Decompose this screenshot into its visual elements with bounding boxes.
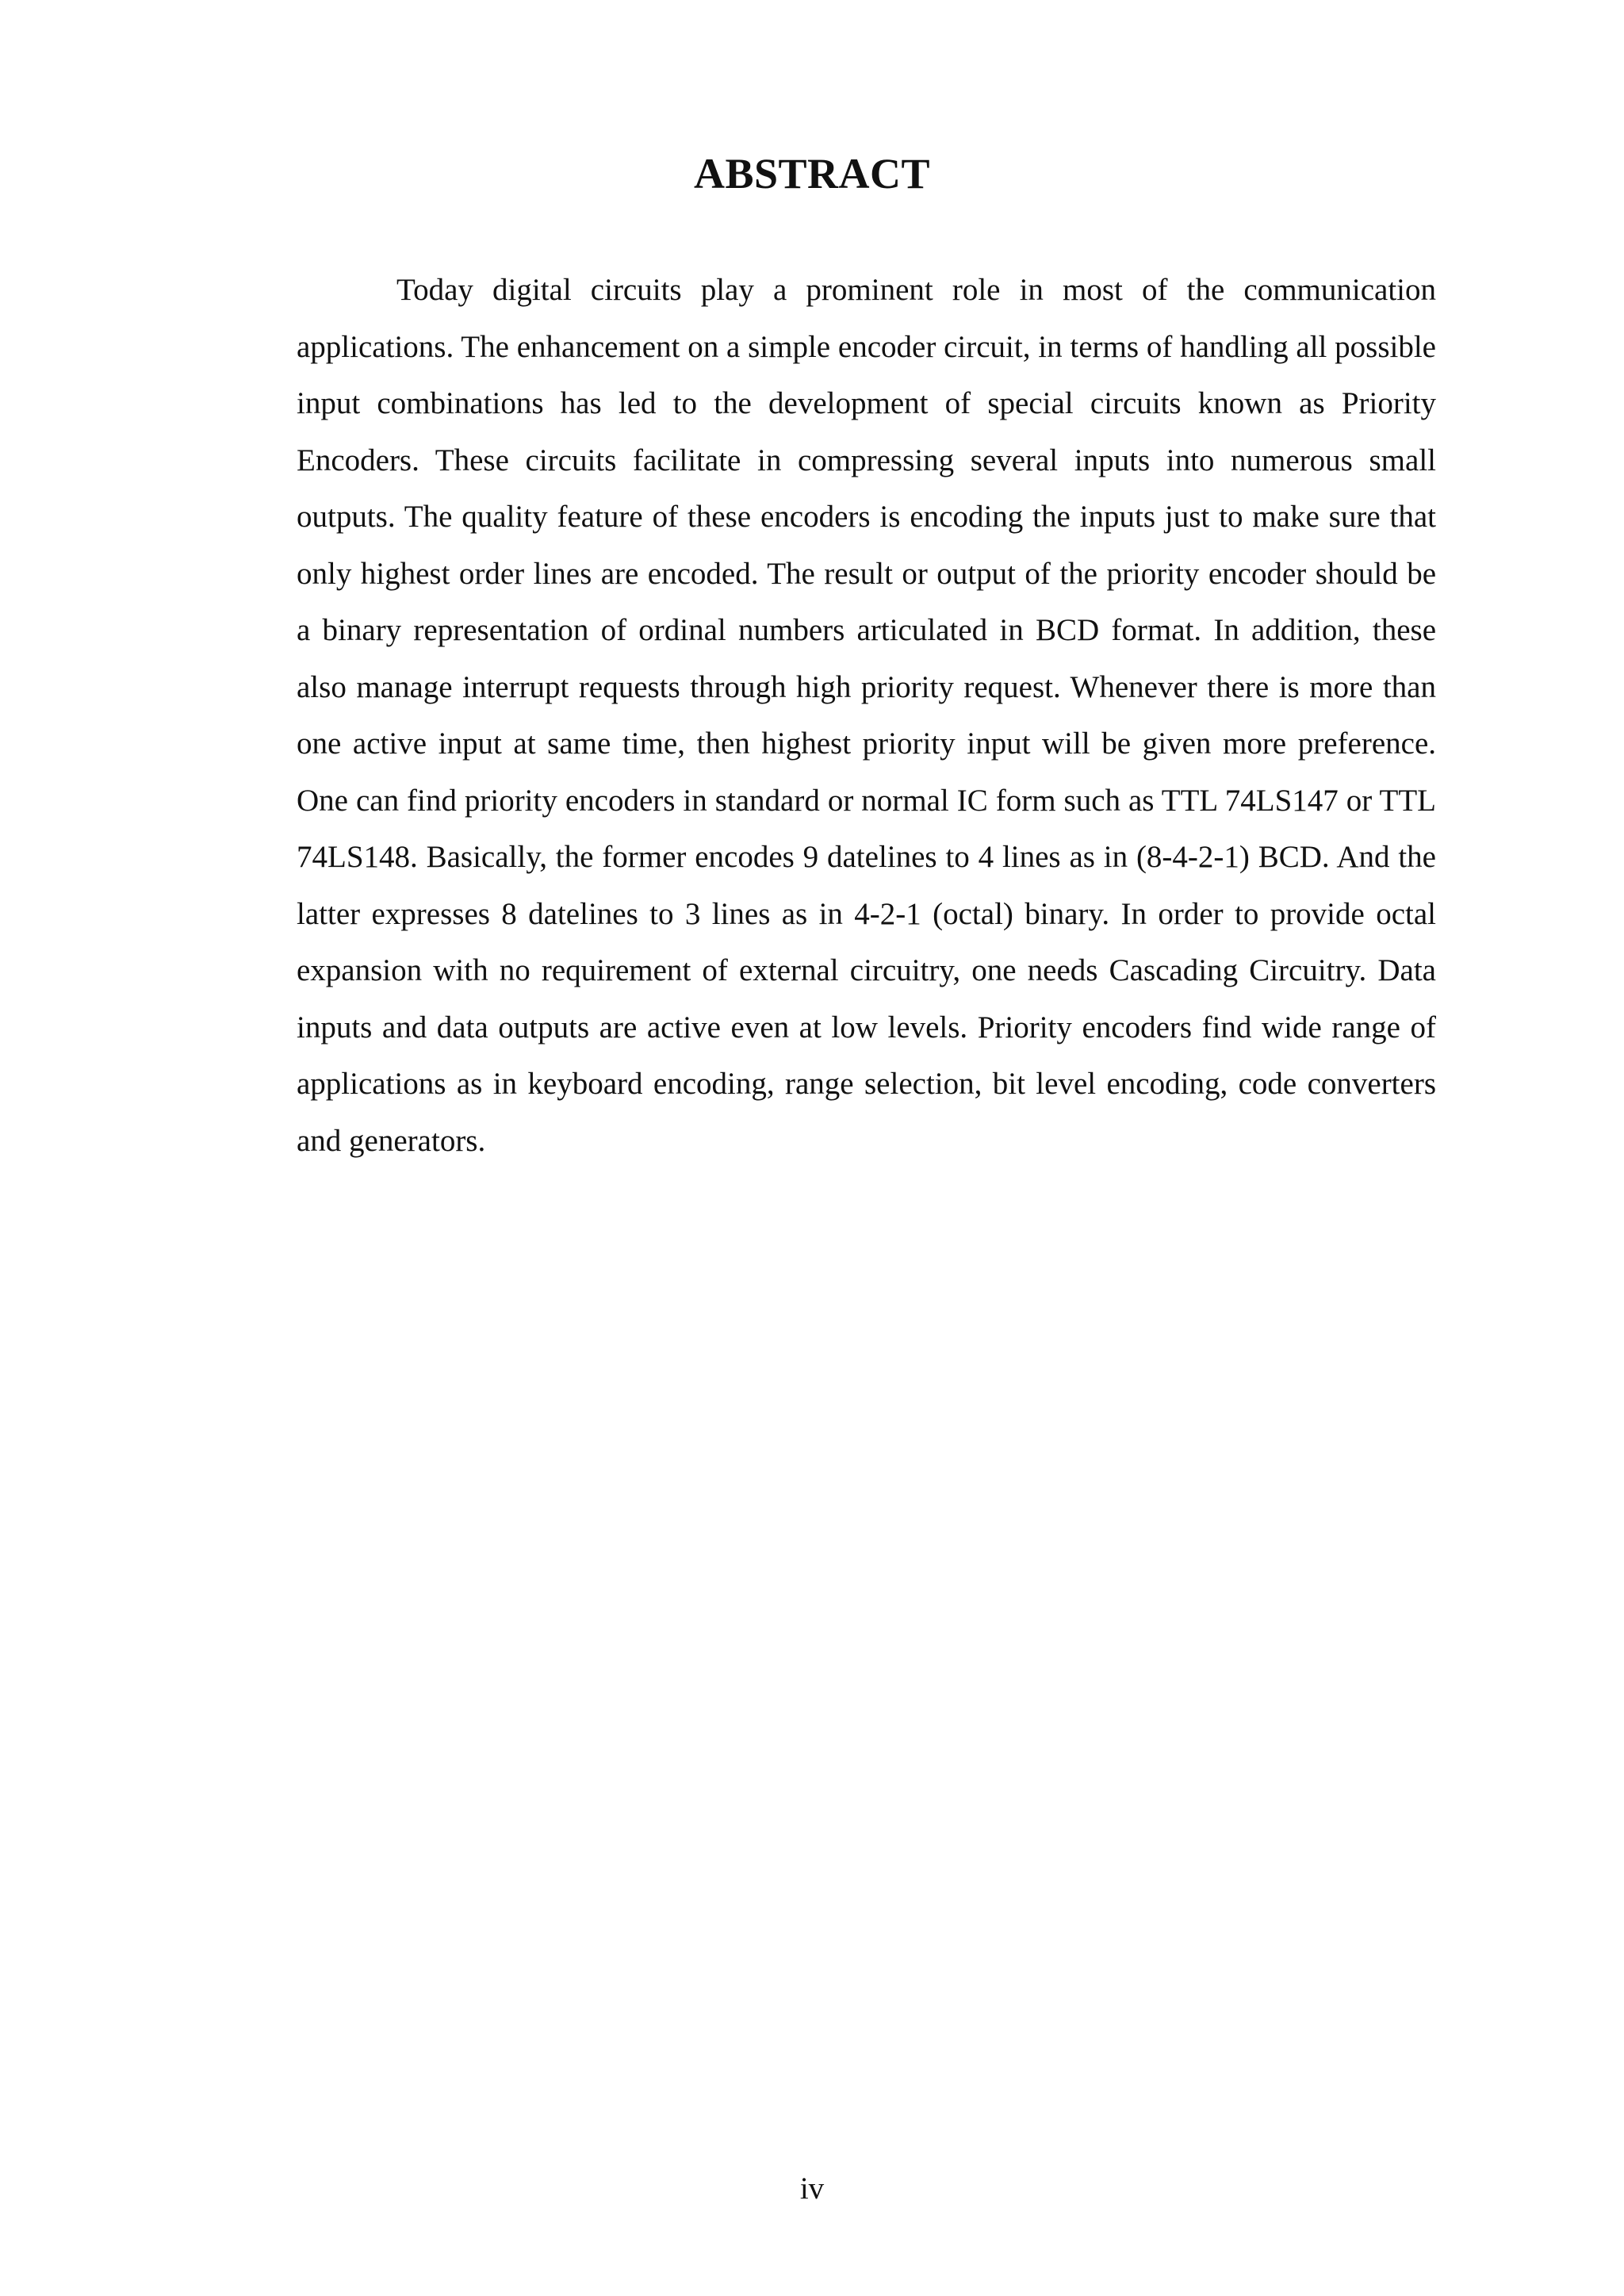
page-title: ABSTRACT <box>693 150 931 197</box>
abstract-paragraph: Today digital circuits play a prominent role in most of the communication applications. The enhancement on a simple encoder circuit, in terms of handling all possible input combinations has led to the development of special circuits known as Priority Encoders. These circuits facilitate in compressing several inputs into numerous small outputs. The quality feature of these encoders is encoding the inputs just to make sure that only highest order lines are encoded. The result or output of the priority encoder should be a binary representation of ordinal numbers articulated in BCD format. In addition, these also manage interrupt requests through high priority request. Whenever there is more than one active input at same time, then highest priority input will be given more preference. One can find priority encoders in standard or normal IC form such as TTL 74LS147 or TTL 74LS148. Basically, the former encodes 9 datelines to 4 lines as in (8-4-2-1) BCD. And the latter expresses 8 datelines to 3 lines as in 4-2-1 (octal) binary. In order to provide octal expansion with no requirement of external circuitry, one needs Cascading Circuitry. Data inputs and data outputs are active even at low levels. Priority encoders find wide range of applications as in keyboard encoding, range selection, bit level encoding, code converters and generators. <box>297 273 1436 1158</box>
page-number: iv <box>799 2171 825 2206</box>
